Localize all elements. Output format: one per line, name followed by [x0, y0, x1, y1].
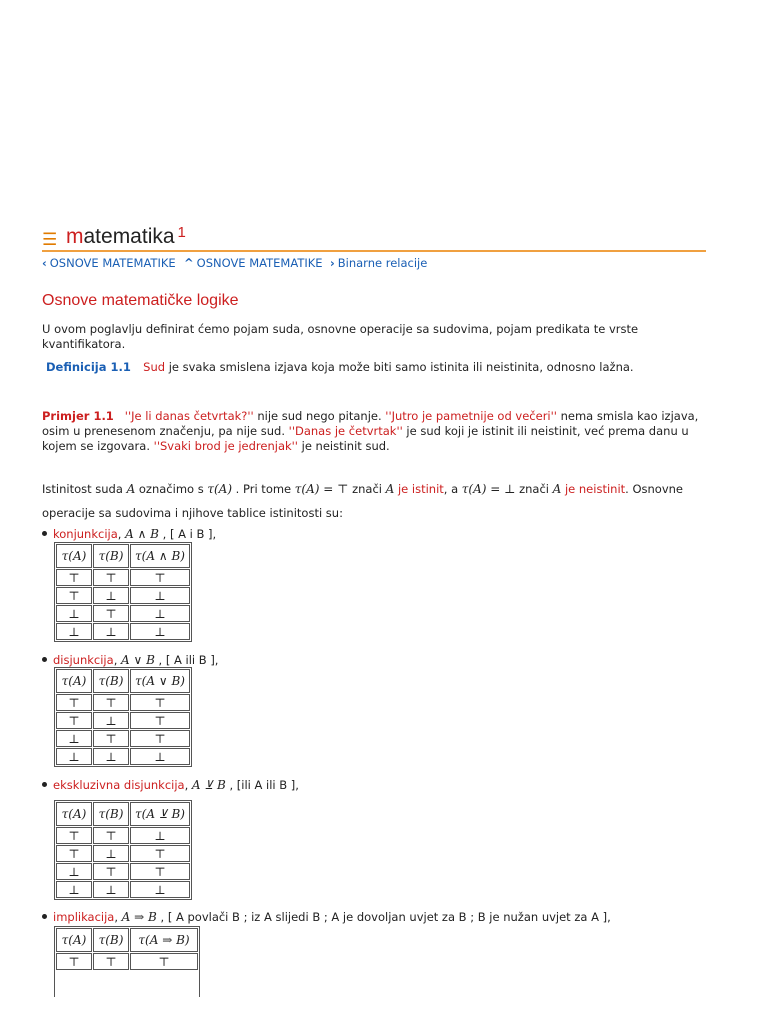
example-quote-2: ''Jutro je pametnije od večeri''	[385, 409, 557, 423]
table-row: ⊥ ⊥ ⊥	[56, 881, 190, 898]
operation-symbol: A ∧ B	[125, 527, 159, 541]
table-row: ⊥ ⊤ ⊥	[56, 605, 190, 622]
chevron-left-icon: ‹	[42, 256, 47, 270]
table-row: ⊤ ⊥ ⊥	[56, 587, 190, 604]
breadcrumb	[42, 256, 706, 272]
truth-table-exclusive-disjunction: τ(A) τ(B) τ(A ⊻ B) ⊤ ⊤ ⊥ ⊤ ⊥ ⊤ ⊥ ⊤ ⊤ ⊥ ⊥ ⊥	[54, 800, 192, 900]
chevron-up-icon: ^	[184, 256, 194, 270]
operation-symbol: A ⇒ B	[121, 910, 157, 924]
truth-table-disjunction: τ(A) τ(B) τ(A ∨ B) ⊤ ⊤ ⊤ ⊤ ⊥ ⊤ ⊥ ⊤ ⊤ ⊥ ⊥ ⊥	[54, 667, 192, 767]
next-link[interactable]: › Binarne relacije	[330, 256, 428, 270]
operation-reading: [ A i B ],	[169, 527, 217, 541]
truth-table-conjunction: τ(A) τ(B) τ(A ∧ B) ⊤ ⊤ ⊤ ⊤ ⊥ ⊥ ⊥ ⊤ ⊥ ⊥ ⊥ ⊥	[54, 542, 192, 642]
operation-reading: [ A ili B ],	[165, 653, 219, 667]
operation-name: disjunkcija	[53, 653, 114, 667]
operation-symbol: A ∨ B	[121, 653, 155, 667]
example-quote-1: ''Je li danas četvrtak?''	[124, 409, 254, 423]
up-link[interactable]: ^ OSNOVE MATEMATIKE	[184, 256, 323, 270]
operation-name: konjunkcija	[53, 527, 118, 541]
example-quote-3: ''Danas je četvrtak''	[288, 424, 403, 438]
prev-link[interactable]: ‹ OSNOVE MATEMATIKE	[42, 256, 176, 270]
example-label: Primjer 1.1	[42, 409, 114, 423]
chevron-right-icon: ›	[330, 256, 335, 270]
bullet-icon	[42, 914, 47, 919]
bullet-icon	[42, 782, 47, 787]
definition-block	[46, 360, 710, 375]
operation-disjunction: disjunkcija, A ∨ B , [ A ili B ],	[42, 653, 706, 667]
operation-name: implikacija	[53, 910, 115, 924]
example-quote-4: ''Svaki brod je jedrenjak''	[153, 439, 298, 453]
site-header	[42, 222, 706, 252]
operation-exclusive-disjunction: ekskluzivna disjunkcija, A ⊻ B , [ili A ili B ],	[42, 778, 706, 792]
operation-reading: [ A povlači B ; iz A slijedi B ; A je dovoljan uvjet za B ; B je nužan uvjet za A ],	[167, 910, 611, 924]
definition-label: Definicija 1.1	[46, 360, 131, 374]
operation-symbol: A ⊻ B	[191, 778, 226, 792]
table-row: ⊥ ⊤ ⊤	[56, 863, 190, 880]
definition-term: Sud	[143, 360, 166, 374]
table-row: ⊤ ⊥ ⊤	[56, 712, 190, 729]
page-title: Osnove matematičke logike	[42, 292, 239, 309]
intro-text: U ovom poglavlju definirat ćemo pojam suda, osnovne operacije sa sudovima, pojam predikata te vrste kvantifikatora.	[42, 322, 639, 351]
table-row: ⊤ ⊤ ⊥	[56, 827, 190, 844]
table-row: ⊤ ⊥ ⊤	[56, 845, 190, 862]
truth-paragraph: Istinitost suda A označimo s τ(A) . Pri tome τ(A) = ⊤ znači A je istinit, a τ(A) = ⊥ znači A je neistinit. Osnovne operacije sa sudovima i njihove tablice istinitosti su:	[42, 482, 684, 520]
table-row: ⊥ ⊥ ⊥	[56, 623, 190, 640]
bullet-icon	[42, 657, 47, 662]
example-block: Primjer 1.1 ''Je li danas četvrtak?'' nije sud nego pitanje. ''Jutro je pametnije od večeri'' nema smisla kao izjava, osim u prenesenom značenju, pa nije sud. ''Danas je četvrtak'' je sud koji je istinit ili neistinit, već prema danu u kojem se izgovara. ''Svaki brod je jedrenjak'' je neistinit sud.	[42, 409, 699, 453]
table-row: ⊥ ⊥ ⊥	[56, 748, 190, 765]
operation-implication: implikacija, A ⇒ B , [ A povlači B ; iz A slijedi B ; A je dovoljan uvjet za B ; B je nužan uvjet za A ],	[42, 910, 706, 924]
operation-reading: [ili A ili B ],	[236, 778, 299, 792]
operation-conjunction: konjunkcija, A ∧ B , [ A i B ],	[42, 527, 706, 541]
operation-name: ekskluzivna disjunkcija	[53, 778, 185, 792]
bullet-icon	[42, 531, 47, 536]
table-row: ⊥ ⊤ ⊤	[56, 730, 190, 747]
table-row: ⊤ ⊤ ⊤	[56, 953, 198, 970]
definition-text: je svaka smislena izjava koja može biti samo istinita ili neistinita, odnosno lažna.	[165, 360, 634, 374]
truth-table-implication: τ(A) τ(B) τ(A ⇒ B) ⊤ ⊤ ⊤	[54, 926, 200, 997]
table-row: ⊤ ⊤ ⊤	[56, 694, 190, 711]
menu-icon[interactable]: ☰	[42, 230, 58, 250]
table-row: ⊤ ⊤ ⊤	[56, 569, 190, 586]
site-brand[interactable]: matematika $^1$	[66, 224, 186, 248]
